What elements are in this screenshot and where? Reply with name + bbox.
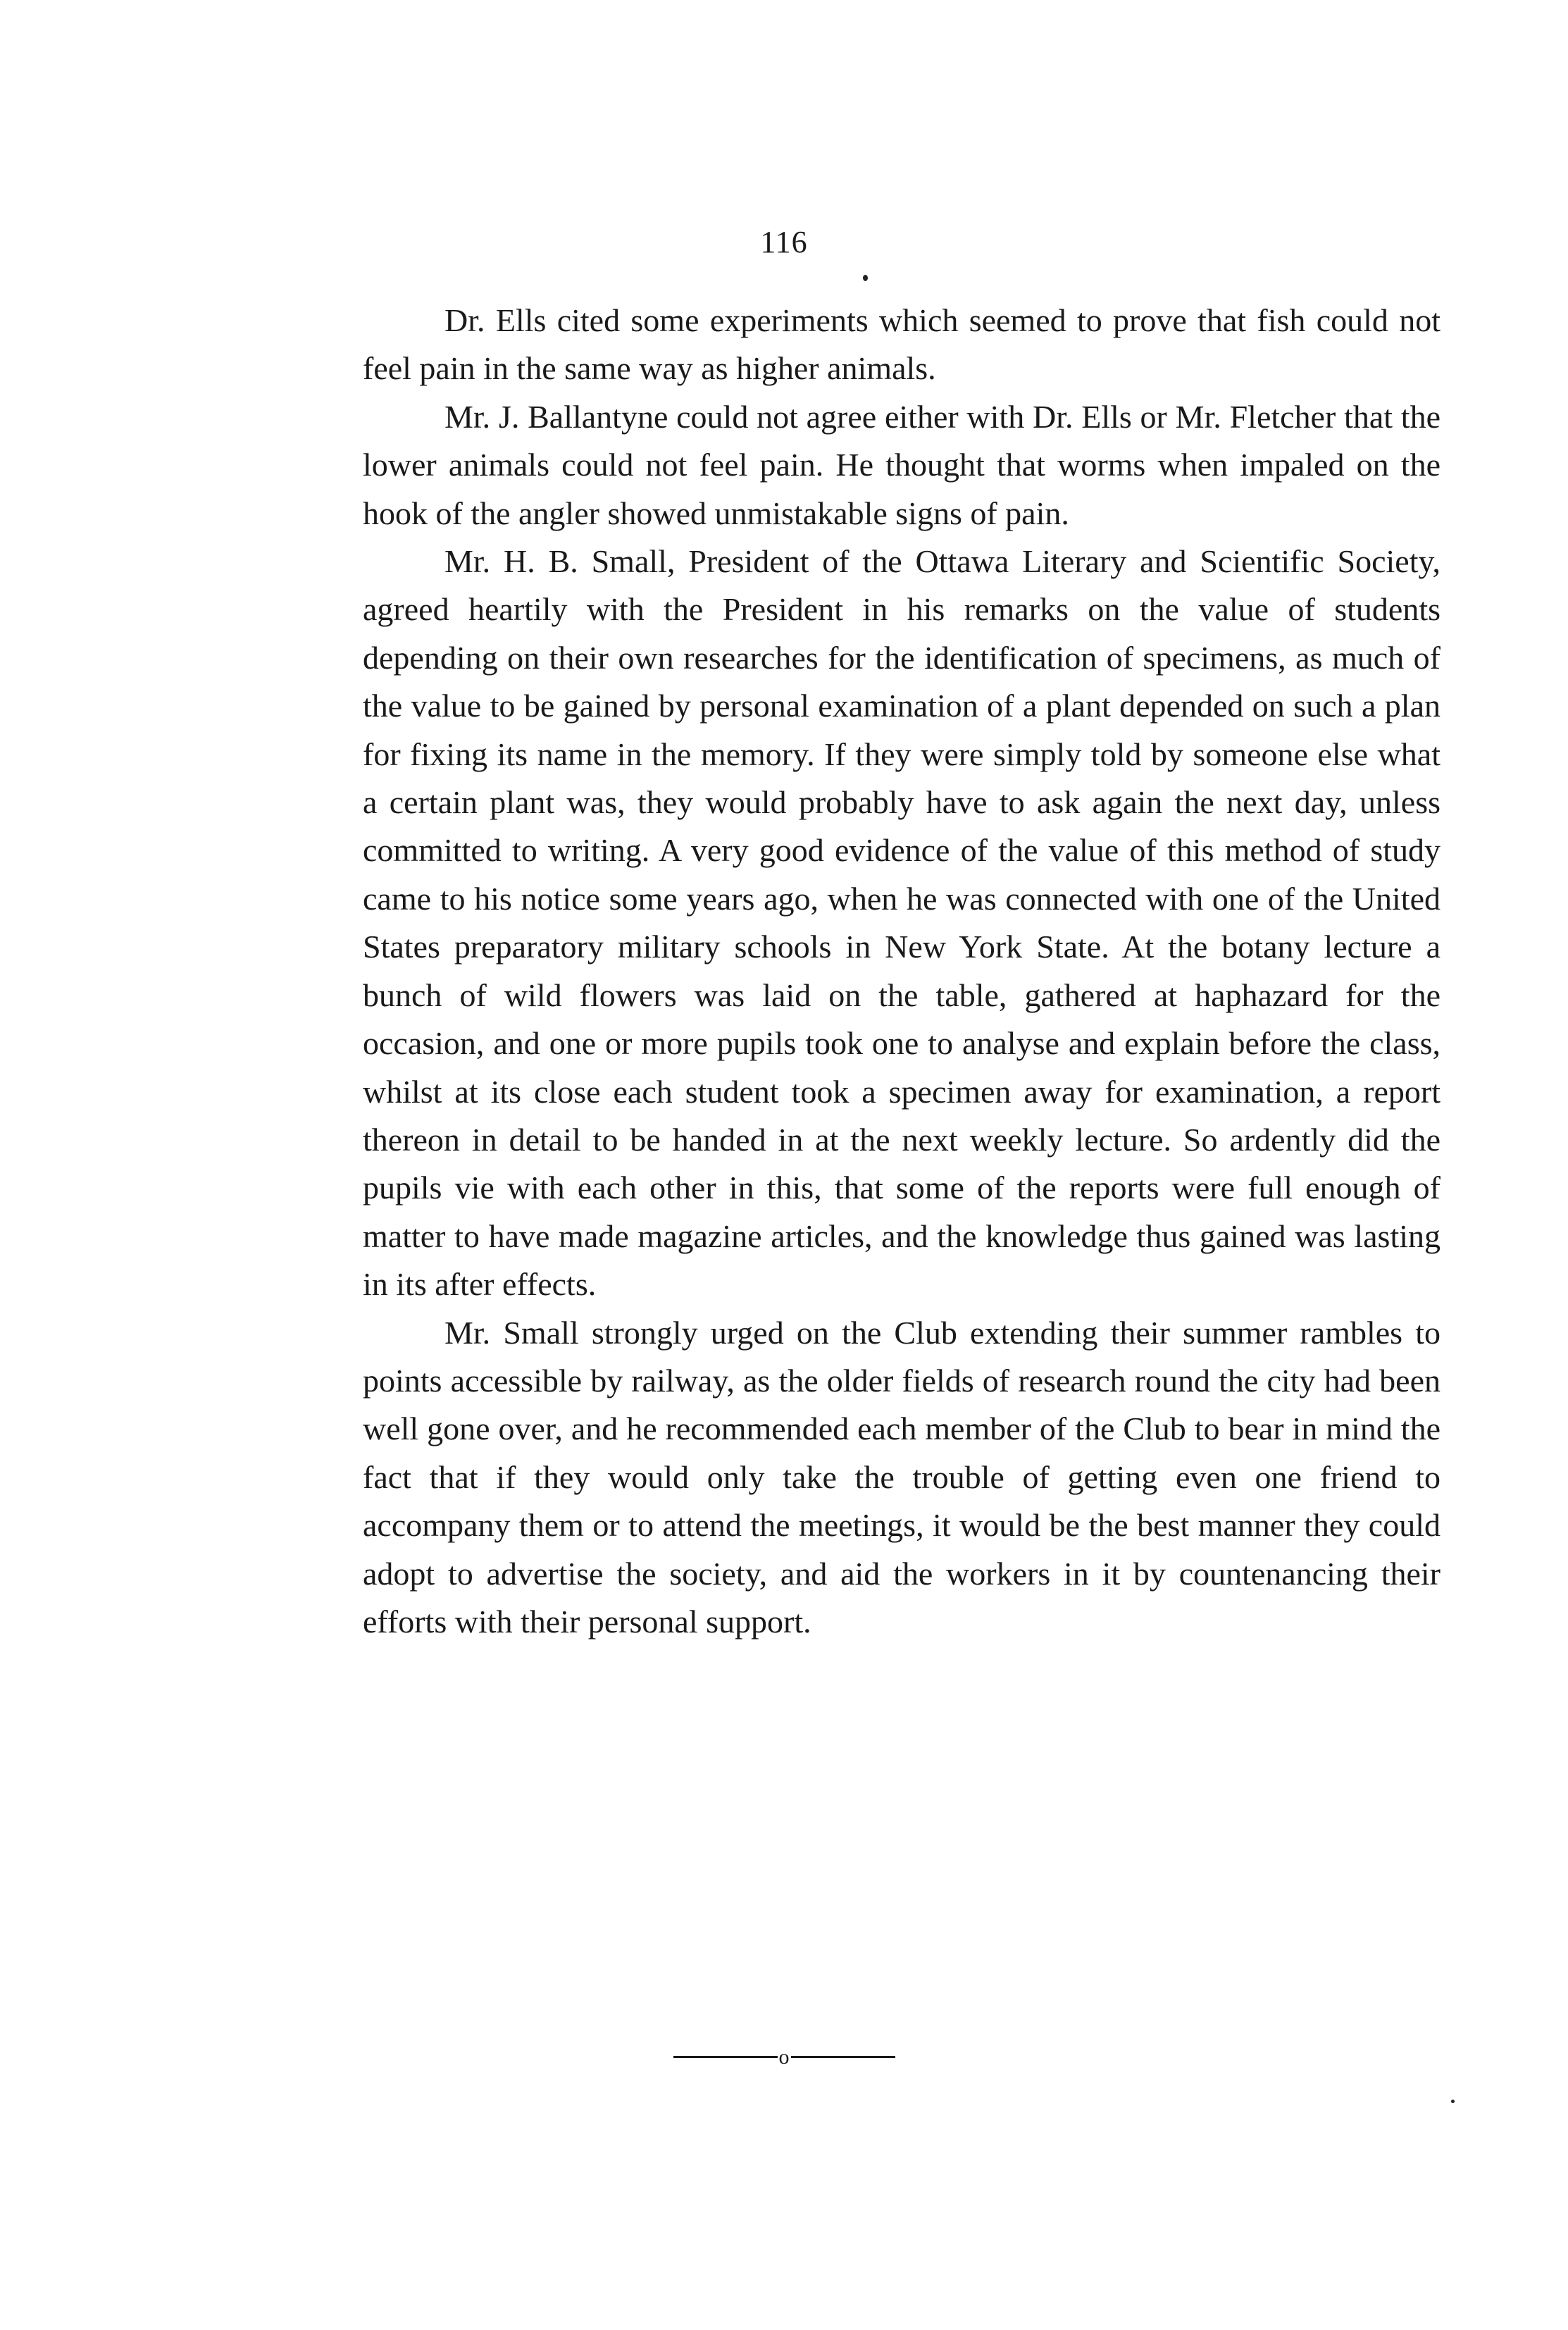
divider-mark: o	[778, 2045, 790, 2069]
paragraph-dr-ells: Dr. Ells cited some experiments which seemed to prove that fish could not feel pain in the same way as higher animals.	[363, 302, 1441, 387]
divider-rule-right	[791, 2056, 895, 2058]
body-text	[363, 297, 1441, 1646]
section-divider	[0, 2040, 1568, 2069]
paragraph-small-rambles: Mr. Small strongly urged on the Club extending their summer rambles to points accessible by railway, as the older fields of research round the city had been well gone over, and he recommended each member of the Club to bear in mind the fact that if they would only take the trouble of getting even one friend to accompany them or to attend the meetings, it would be the best manner they could adopt to advertise the society, and aid the workers in it by countenancing their efforts with their personal support.	[363, 1314, 1441, 1640]
paragraph-ballantyne: Mr. J. Ballantyne could not agree either with Dr. Ells or Mr. Fletcher that the lower animals could not feel pain. He thought that worms when impaled on the hook of the angler showed unmistakable signs of pain.	[363, 398, 1441, 531]
paragraph-small-remarks: Mr. H. B. Small, President of the Ottawa Literary and Scientific Society, agreed heartily with the President in his remarks on the value of students depending on their own researches for the identification of specimens, as much of the value to be gained by personal examination of a plant depended on such a plan for fixing its name in the memory. If they were simply told by someone else what a certain plant was, they would probably have to ask again the next day, unless committed to writing. A very good evidence of the value of this method of study came to his notice some years ago, when he was connected with one of the United States preparatory military schools in New York State. At the botany lecture a bunch of wild flowers was laid on the table, gathered at haphazard for the occasion, and one or more pupils took one to analyse and explain before the class, whilst at its close each student took a specimen away for examination, a report thereon in detail to be handed in at the next weekly lecture. So ardently did the pupils vie with each other in this, that some of the reports were full enough of matter to have made magazine articles, and the knowledge thus gained was lasting in its after effects.	[363, 543, 1441, 1303]
divider-rule-left	[673, 2056, 778, 2058]
print-speck	[1451, 2100, 1455, 2103]
print-speck	[863, 275, 868, 281]
page-number: 116	[760, 225, 808, 259]
